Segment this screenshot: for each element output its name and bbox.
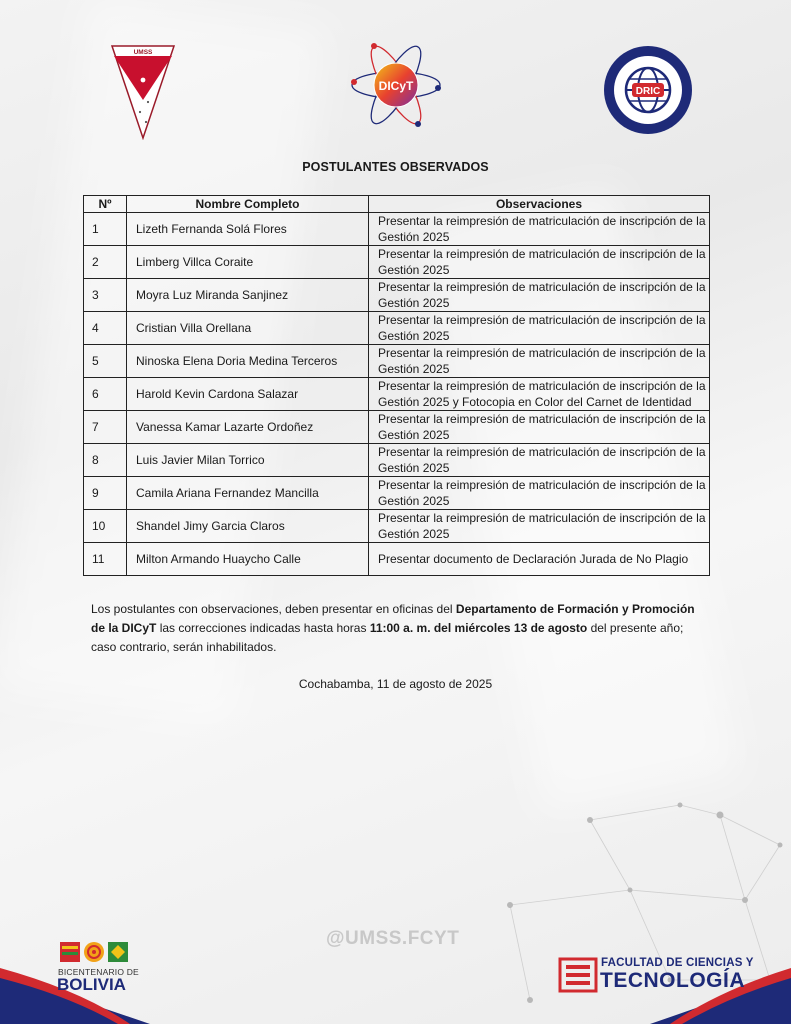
row-number: 3: [84, 279, 127, 312]
row-observation: [369, 345, 710, 378]
observation-line: Gestión 2025: [378, 428, 450, 442]
fcyt-logo-mark: [558, 957, 598, 993]
dric-logo: [602, 44, 694, 136]
observation-line: Gestión 2025 y Fotocopia en Color del Carnet de Identidad: [378, 395, 692, 409]
observation-line: Gestión 2025: [378, 527, 450, 541]
header-name: Nombre Completo: [127, 196, 369, 213]
header-observations: Observaciones: [369, 196, 710, 213]
observation-line: Presentar la reimpresión de matriculación de inscripción de la: [378, 346, 706, 360]
table-row: [84, 411, 710, 444]
applicants-table: [83, 195, 710, 576]
observation-line: Presentar la reimpresión de matriculación de inscripción de la: [378, 412, 706, 426]
table-row: [84, 279, 710, 312]
paragraph-text: Los postulantes con observaciones, deben presentar en oficinas del: [91, 602, 456, 616]
row-observation: [369, 477, 710, 510]
row-observation: [369, 543, 710, 576]
observation-line: Gestión 2025: [378, 230, 450, 244]
row-number: 9: [84, 477, 127, 510]
document-title: POSTULANTES OBSERVADOS: [302, 160, 489, 174]
row-observation: [369, 378, 710, 411]
observation-line: Presentar la reimpresión de matriculación de inscripción de la: [378, 478, 706, 492]
instructions-paragraph: [91, 600, 708, 657]
row-name: Milton Armando Huaycho Calle: [127, 543, 369, 576]
observation-line: Presentar la reimpresión de matriculación de inscripción de la: [378, 247, 706, 261]
row-number: 11: [84, 543, 127, 576]
row-name: Harold Kevin Cardona Salazar: [127, 378, 369, 411]
row-number: 1: [84, 213, 127, 246]
row-name: Limberg Villca Coraite: [127, 246, 369, 279]
svg-text:UMSS: UMSS: [133, 49, 153, 56]
row-name: Camila Ariana Fernandez Mancilla: [127, 477, 369, 510]
row-number: 10: [84, 510, 127, 543]
social-watermark: @UMSS.FCYT: [326, 928, 460, 949]
table-row: [84, 378, 710, 411]
row-name: Ninoska Elena Doria Medina Terceros: [127, 345, 369, 378]
table-row: [84, 543, 710, 576]
observation-line: Gestión 2025: [378, 329, 450, 343]
svg-text:DRIC: DRIC: [635, 86, 661, 97]
table-row: [84, 246, 710, 279]
row-name: Vanessa Kamar Lazarte Ordoñez: [127, 411, 369, 444]
bicentenario-line2: BOLIVIA: [57, 975, 126, 994]
row-observation: [369, 279, 710, 312]
row-observation: [369, 411, 710, 444]
header-number: Nº: [84, 196, 127, 213]
row-number: 2: [84, 246, 127, 279]
observation-line: Presentar la reimpresión de matriculación de inscripción de la: [378, 313, 706, 327]
row-number: 8: [84, 444, 127, 477]
table-row: [84, 444, 710, 477]
row-name: Cristian Villa Orellana: [127, 312, 369, 345]
fcyt-line2: TECNOLOGÍA: [600, 969, 745, 992]
observation-line: Presentar documento de Declaración Jurada de No Plagio: [378, 552, 689, 566]
observation-line: Presentar la reimpresión de matriculación de inscripción de la: [378, 445, 706, 459]
paragraph-text: las correcciones indicadas hasta horas: [156, 621, 370, 635]
row-observation: [369, 444, 710, 477]
observation-line: Gestión 2025: [378, 494, 450, 508]
observation-line: Presentar la reimpresión de matriculación de inscripción de la: [378, 214, 706, 228]
observation-line: Gestión 2025: [378, 362, 450, 376]
paragraph-bold-deadline: 11:00 a. m. del miércoles 13 de agosto: [369, 621, 588, 635]
row-name: Shandel Jimy Garcia Claros: [127, 510, 369, 543]
observation-line: Gestión 2025: [378, 461, 450, 475]
row-number: 6: [84, 378, 127, 411]
svg-text:DICyT: DICyT: [378, 79, 414, 93]
row-name: Moyra Luz Miranda Sanjinez: [127, 279, 369, 312]
date-line: Cochabamba, 11 de agosto de 2025: [298, 677, 493, 691]
row-name: Luis Javier Milan Torrico: [127, 444, 369, 477]
table-row: [84, 213, 710, 246]
row-observation: [369, 213, 710, 246]
bicentenario-line1: BICENTENARIO DE: [58, 967, 139, 977]
fcyt-line1: FACULTAD DE CIENCIAS Y: [601, 957, 754, 969]
table-header-row: [84, 196, 710, 213]
row-observation: [369, 312, 710, 345]
observation-line: Presentar la reimpresión de matriculación de inscripción de la: [378, 379, 706, 393]
row-number: 7: [84, 411, 127, 444]
dicyt-logo: [350, 42, 442, 128]
table-row: [84, 345, 710, 378]
observation-line: Gestión 2025: [378, 296, 450, 310]
table-row: [84, 510, 710, 543]
row-number: 5: [84, 345, 127, 378]
paragraph-bold-department: Departamento de Formación y Promoción de la DICyT: [91, 602, 695, 635]
observation-line: Presentar la reimpresión de matriculación de inscripción de la: [378, 511, 706, 525]
table-row: [84, 477, 710, 510]
row-observation: [369, 510, 710, 543]
row-number: 4: [84, 312, 127, 345]
paragraph-text: del presente año; caso contrario, serán inhabilitados.: [91, 621, 684, 654]
observation-line: Presentar la reimpresión de matriculación de inscripción de la: [378, 280, 706, 294]
observation-line: Gestión 2025: [378, 263, 450, 277]
table-row: [84, 312, 710, 345]
row-observation: [369, 246, 710, 279]
umss-logo: [110, 42, 176, 140]
row-name: Lizeth Fernanda Solá Flores: [127, 213, 369, 246]
